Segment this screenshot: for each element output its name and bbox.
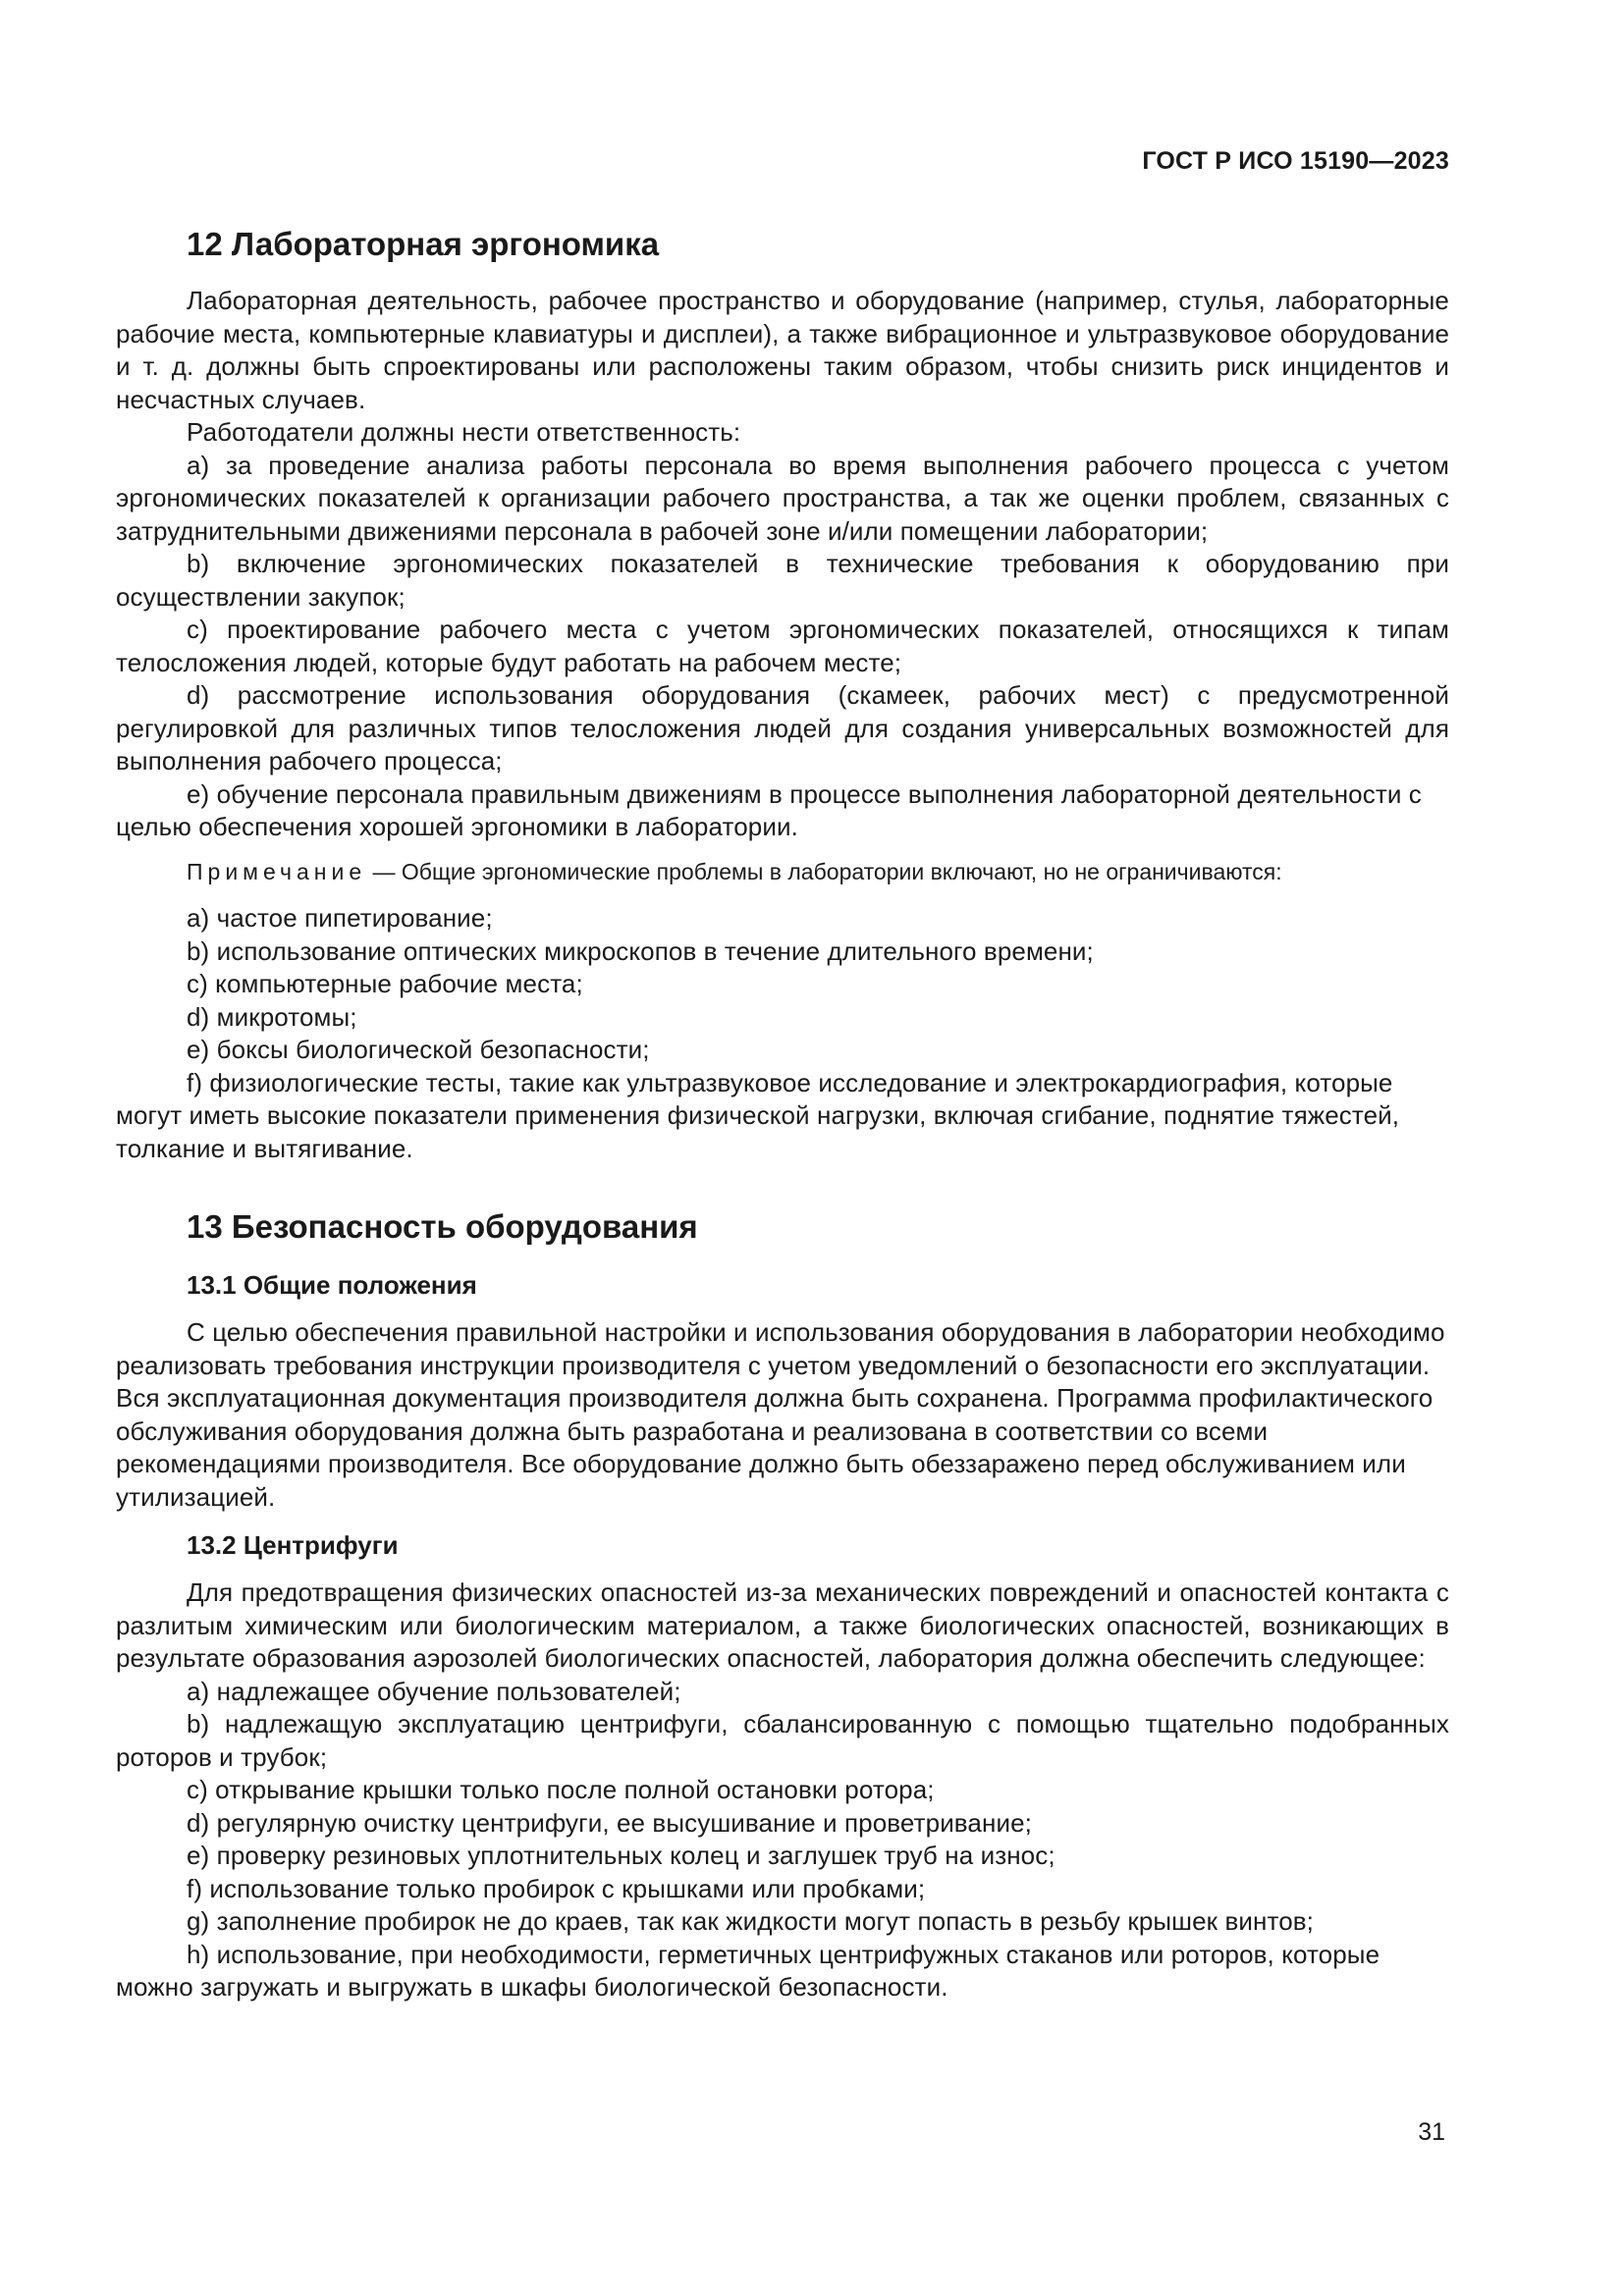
subsection-13-2-item-f: f) использование только пробирок с крышками или пробками;	[187, 1873, 926, 1903]
subsection-13-2-title: 13.2 Центрифуги	[187, 1530, 399, 1560]
subsection-13-2-item-e: e) проверку резиновых уплотнительных колец и заглушек труб на износ;	[187, 1841, 1056, 1870]
note-text: — Общие эргономические проблемы в лаборатории включают, но не ограничиваются:	[366, 858, 1282, 884]
note-item-d: d) микротомы;	[187, 1001, 357, 1032]
note-item-c: c) компьютерные рабочие места;	[187, 969, 583, 998]
section-12-item-a: a) за проведение анализа работы персонала во время выполнения рабочего процесса с учетом эргономических показателей к организации рабочего пространства, а так же оценки проблем, связанных с затруднительными движениями персонала в рабочей зоне и/или помещении лаборатории;	[116, 450, 1449, 546]
note-item-e: e) боксы биологической безопасности;	[187, 1035, 650, 1064]
note	[116, 856, 1449, 889]
note-item-f: f) физиологические тесты, такие как ультразвуковое исследование и электрокардиография, которые могут иметь высокие показатели применения физической нагрузки, включая сгибание, поднятие тяжестей, толкание и вытягивание.	[116, 1067, 1400, 1163]
section-12-item-c: c) проектирование рабочего места с учетом эргономических показателей, относящихся к типам телосложения людей, которые будут работать на рабочем месте;	[116, 614, 1449, 677]
section-13-title: 13 Безопасность оборудования	[187, 1208, 698, 1245]
subsection-13-2-text: Для предотвращения физических опасностей из-за механических повреждений и опасностей контакта с разлитым химическим или биологическим материалом, а также биологических опасностей, возникающих в результате образования аэрозолей биологических опасностей, лаборатория должна обеспечить следующее:	[116, 1577, 1449, 1673]
section-12-item-e: e) обучение персонала правильным движениям в процессе выполнения лабораторной деятельности с целью обеспечения хорошей эргономики в лаборатории.	[116, 778, 1422, 841]
subsection-13-2-item-c: c) открывание крышки только после полной остановки ротора;	[187, 1775, 935, 1804]
subsection-13-2-item-b: b) надлежащую эксплуатацию центрифуги, сбалансированную с помощью тщательно подобранных роторов и трубок;	[116, 1709, 1449, 1772]
section-12-paragraph-1: Лабораторная деятельность, рабочее пространство и оборудование (например, стулья, лабораторные рабочие места, компьютерные клавиатуры и дисплеи), а также вибрационное и ультразвуковое оборудование и т. д. должны быть спроектированы или расположены таким образом, чтобы снизить риск инцидентов и несчастных случаев.	[116, 286, 1449, 414]
subsection-13-2-item-g: g) заполнение пробирок не до краев, так как жидкости могут попасть в резьбу крышек винтов;	[187, 1906, 1314, 1936]
note-item-a: a) частое пипетирование;	[187, 903, 493, 933]
document-number: ГОСТ Р ИСО 15190—2023	[1142, 147, 1449, 175]
note-label: Примечание	[187, 858, 367, 884]
section-12-item-d: d) рассмотрение использования оборудования (скамеек, рабочих мест) с предусмотренной регулировкой для различных типов телосложения людей для создания универсальных возможностей для выполнения рабочего процесса;	[116, 680, 1449, 775]
section-12-item-b: b) включение эргономических показателей в технические требования к оборудованию при осуществлении закупок;	[116, 549, 1449, 612]
page-number: 31	[1418, 2118, 1445, 2146]
section-12-paragraph-2: Работодатели должны нести ответственность:	[187, 417, 741, 447]
page-content	[116, 222, 1449, 2004]
subsection-13-2-item-h: h) использование, при необходимости, герметичных центрифужных стаканов или роторов, которые можно загружать и выгружать в шкафы биологической безопасности.	[116, 1939, 1380, 2002]
subsection-13-2-item-a: a) надлежащее обучение пользователей;	[187, 1676, 681, 1706]
section-12-title: 12 Лабораторная эргономика	[187, 226, 660, 262]
subsection-13-1-title: 13.1 Общие положения	[187, 1270, 477, 1300]
note-item-b: b) использование оптических микроскопов в течение длительного времени;	[187, 935, 1094, 966]
subsection-13-2-item-d: d) регулярную очистку центрифуги, ее высушивание и проветривание;	[187, 1807, 1032, 1838]
subsection-13-1-text: С целью обеспечения правильной настройки и использования оборудования в лаборатории необходимо реализовать требования инструкции производителя с учетом уведомлений о безопасности его эксплуатации. Вся эксплуатационная документация производителя должна быть сохранена. Программа профилактического обслуживания оборудования должна быть разработана и реализована в соответствии со всеми рекомендациями производителя. Все оборудование должно быть обеззаражено перед обслуживанием или утилизацией.	[116, 1317, 1445, 1512]
